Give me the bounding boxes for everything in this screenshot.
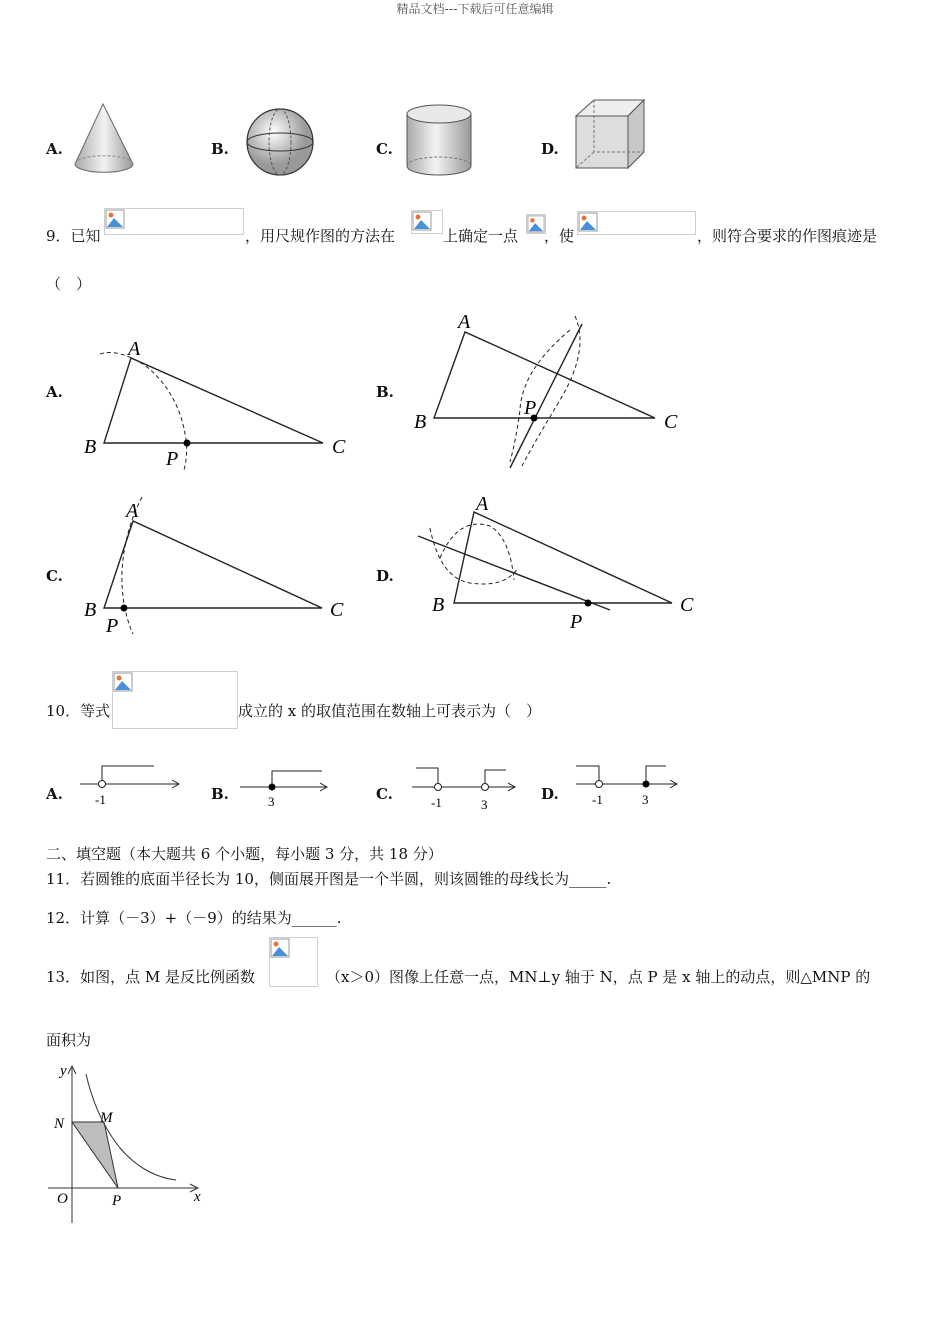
vertex-b: B	[414, 411, 427, 433]
q10-option-d-numberline	[574, 758, 686, 810]
q10-option-a-numberline	[78, 760, 188, 810]
tick-label: 3	[642, 792, 649, 807]
section-2-heading: 二、填空题（本大题共 6 个小题，每小题 3 分，共 18 分）	[46, 845, 443, 863]
q13-prefix: 13．如图，点 M 是反比例函数	[46, 968, 255, 986]
vertex-b: B	[84, 436, 97, 458]
vertex-c: C	[680, 594, 694, 616]
page-header: 精品文档---下载后可任意编辑	[396, 2, 554, 16]
point-p-label: P	[112, 1193, 122, 1209]
tick-label: 3	[481, 797, 488, 812]
q9-paren: （ ）	[46, 275, 92, 293]
q10-option-b-label: B.	[211, 785, 229, 803]
q9-mid3: ，使	[544, 227, 575, 245]
q9-option-b-label: B.	[376, 383, 394, 401]
q9-prefix: 9．已知	[46, 227, 101, 245]
axis-label-x: x	[194, 1189, 201, 1205]
q9-option-a-label: A.	[46, 383, 63, 401]
q8-option-c-label: C.	[376, 140, 393, 158]
vertex-b: B	[84, 599, 97, 621]
image-placeholder-icon	[578, 212, 598, 232]
q9-mid2: 上确定一点	[443, 227, 519, 245]
q9-image-placeholder-4	[577, 211, 696, 235]
q10-option-c-label: C.	[376, 785, 393, 803]
point-p: P	[570, 611, 583, 633]
q9-suffix: ，则符合要求的作图痕迹是	[697, 227, 878, 245]
q9-mid1: ，用尺规作图的方法在	[245, 227, 396, 245]
axis-label-y: y	[60, 1063, 67, 1079]
tick-label: -1	[431, 795, 442, 810]
image-placeholder-icon	[412, 211, 432, 231]
q10-option-a-label: A.	[46, 785, 63, 803]
vertex-b: B	[432, 594, 445, 616]
q10-option-d-label: D.	[541, 785, 559, 803]
image-placeholder-icon	[270, 938, 290, 958]
q9-option-c-figure	[78, 492, 358, 642]
q13-figure	[44, 1058, 214, 1228]
q10-suffix: 成立的 x 的取值范围在数轴上可表示为（ ）	[238, 702, 541, 720]
vertex-a: A	[458, 311, 471, 333]
q13-suffix: （x＞0）图像上任意一点，MN⊥y 轴于 N，点 P 是 x 轴上的动点，则△MNP 的	[326, 968, 871, 986]
q9-image-placeholder-1	[104, 208, 244, 235]
q9-image-placeholder-2	[411, 210, 443, 234]
q13-image-placeholder	[269, 937, 318, 987]
point-m-label: M	[100, 1110, 113, 1126]
cube-figure	[572, 98, 648, 174]
q10-option-b-numberline	[238, 760, 338, 810]
q10-prefix: 10．等式	[46, 702, 111, 720]
q10-image-placeholder	[112, 671, 238, 729]
q9-option-c-label: C.	[46, 567, 63, 585]
q9-image-placeholder-3	[526, 214, 546, 234]
q8-option-a-label: A.	[46, 140, 63, 158]
vertex-c: C	[332, 436, 346, 458]
image-placeholder-icon	[527, 215, 545, 233]
q10-option-c-numberline	[410, 760, 522, 814]
q8-option-b-label: B.	[211, 140, 229, 158]
point-p: P	[166, 448, 179, 470]
q9-option-d-figure	[410, 488, 700, 638]
vertex-a: A	[128, 338, 141, 360]
vertex-a: A	[126, 500, 139, 522]
point-p: P	[106, 615, 119, 637]
vertex-c: C	[664, 411, 678, 433]
q9-option-d-label: D.	[376, 567, 394, 585]
tick-label: 3	[268, 794, 275, 809]
q8-option-d-label: D.	[541, 140, 559, 158]
vertex-c: C	[330, 599, 344, 621]
tick-label: -1	[592, 792, 603, 807]
origin-label: O	[57, 1191, 68, 1207]
cone-figure	[70, 100, 142, 178]
sphere-figure	[244, 106, 316, 178]
point-p: P	[524, 397, 537, 419]
q9-option-b-figure	[410, 310, 695, 475]
q12-text: 12．计算（－3）+（－9）的结果为______.	[46, 909, 342, 927]
vertex-a: A	[476, 493, 489, 515]
tick-label: -1	[95, 792, 106, 807]
q9-option-a-figure	[78, 330, 358, 475]
image-placeholder-icon	[105, 209, 125, 229]
image-placeholder-icon	[113, 672, 133, 692]
point-n-label: N	[54, 1116, 65, 1132]
cylinder-figure	[402, 102, 476, 178]
q13-line2: 面积为	[46, 1031, 92, 1049]
q11-text: 11．若圆锥的底面半径长为 10，侧面展开图是一个半圆，则该圆锥的母线长为_____.	[46, 870, 612, 888]
